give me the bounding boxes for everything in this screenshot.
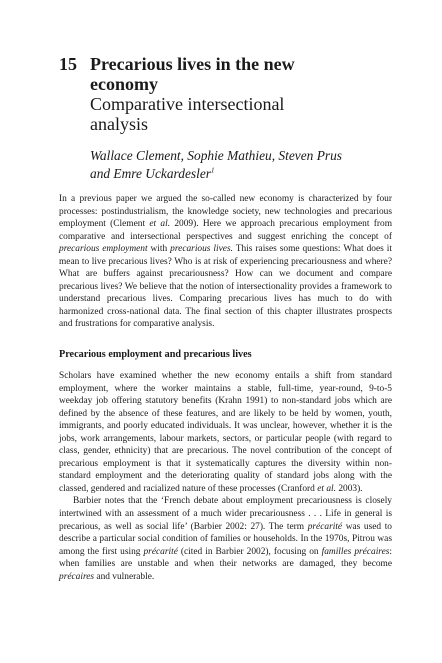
p1-text-c: 2003). bbox=[335, 483, 363, 494]
chapter-number: 15 bbox=[59, 54, 77, 74]
section-paragraph-1 bbox=[59, 370, 392, 495]
p2-text-f: familles précaires bbox=[321, 546, 390, 557]
p2-text-a: Barbier notes that the ‘French debate about employment precariousness is closely intertwined with an assessment of a much wider precariousness . . . Life in general is precarious, as well as social life’ (Barbier 2002: 27). The term bbox=[59, 496, 392, 532]
p2-text-e: (cited in Barbier 2002), focusing on bbox=[177, 546, 322, 557]
intro-text-7: This raises some questions: What does it mean to live precarious lives? Who is at risk of experiencing precariousness and where? What are buffers against precariousness? How can we document and compare precarious lives? We believe that the notion of intersectionality provides a framework to understand precarious lives. Comparing precarious lives has much to do with harmonized cross-national data. The final section of this chapter illustrates prospects and frustrations for comparative analysis. bbox=[59, 244, 392, 330]
chapter-title-block bbox=[90, 54, 392, 134]
footnote-mark: 1 bbox=[210, 166, 215, 175]
authors-line-2 bbox=[90, 165, 392, 183]
chapter-subtitle-line-2: analysis bbox=[90, 114, 148, 134]
intro-text-6: precarious lives. bbox=[170, 244, 233, 255]
authors-line-1: Wallace Clement, Sophie Mathieu, Steven Prus bbox=[90, 148, 343, 163]
p2-text-c: was used to describe a particular social condition of families or households. In the 1970s, Pitrou was among the first using bbox=[59, 521, 392, 557]
section-heading: Precarious employment and precarious lives bbox=[59, 349, 252, 361]
intro-text-4: precarious employment bbox=[59, 244, 148, 255]
chapter-title-line-2: economy bbox=[90, 74, 158, 94]
intro-text-1: In a previous paper we argued the so-called new economy is characterized by four processes: postindustrialism, the knowledge society, new technologies and precarious employment (Clement bbox=[59, 194, 392, 230]
chapter-title-line-1: Precarious lives in the new bbox=[90, 54, 295, 74]
p2-text-g: : when families are unstable and when their networks are damaged, they become bbox=[59, 546, 393, 570]
chapter-subtitle-line-1: Comparative intersectional bbox=[90, 94, 285, 114]
intro-paragraph bbox=[59, 193, 392, 331]
intro-text-2: et al. bbox=[149, 219, 171, 230]
p1-text-b: et al. bbox=[317, 483, 336, 494]
p2-text-i: and vulnerable. bbox=[94, 571, 155, 582]
chapter-heading bbox=[59, 54, 392, 134]
book-page bbox=[59, 54, 392, 583]
p2-text-d: précarité bbox=[143, 546, 178, 557]
p2-text-b: précarité bbox=[307, 521, 343, 532]
p1-text-a: Scholars have examined whether the new economy entails a shift from standard employment, where the worker maintains a stable, full-time, year-round, 9-to-5 weekday job offering statutory benefits (Krahn 1991) to non-standard jobs which are defined by the absence of these features, and are likely to be held by women, youth, immigrants, and poorly educated individuals. It was unclear, however, whether it is the jobs, work arrangements, labour markets, sectors, or particular people (with regard to class, gender, ethnicity) that are precarious. The novel contribution of the concept of precarious employment is that it systematically captures the diversity within non-standard employment and the deteriorating quality of standard jobs along with the classed, gendered and racialized nature of these processes (Cranford bbox=[59, 371, 392, 494]
section-paragraph-2 bbox=[59, 495, 392, 583]
p2-text-h: précaires bbox=[59, 571, 95, 582]
intro-text-3: 2009). Here we approach precarious employment from comparative and intersectional perspectives and suggest enriching the concept of bbox=[59, 219, 392, 242]
chapter-authors bbox=[90, 147, 392, 183]
authors-line-2-text: and Emre Uckardesler bbox=[90, 166, 211, 181]
intro-text-5: with bbox=[147, 244, 171, 255]
